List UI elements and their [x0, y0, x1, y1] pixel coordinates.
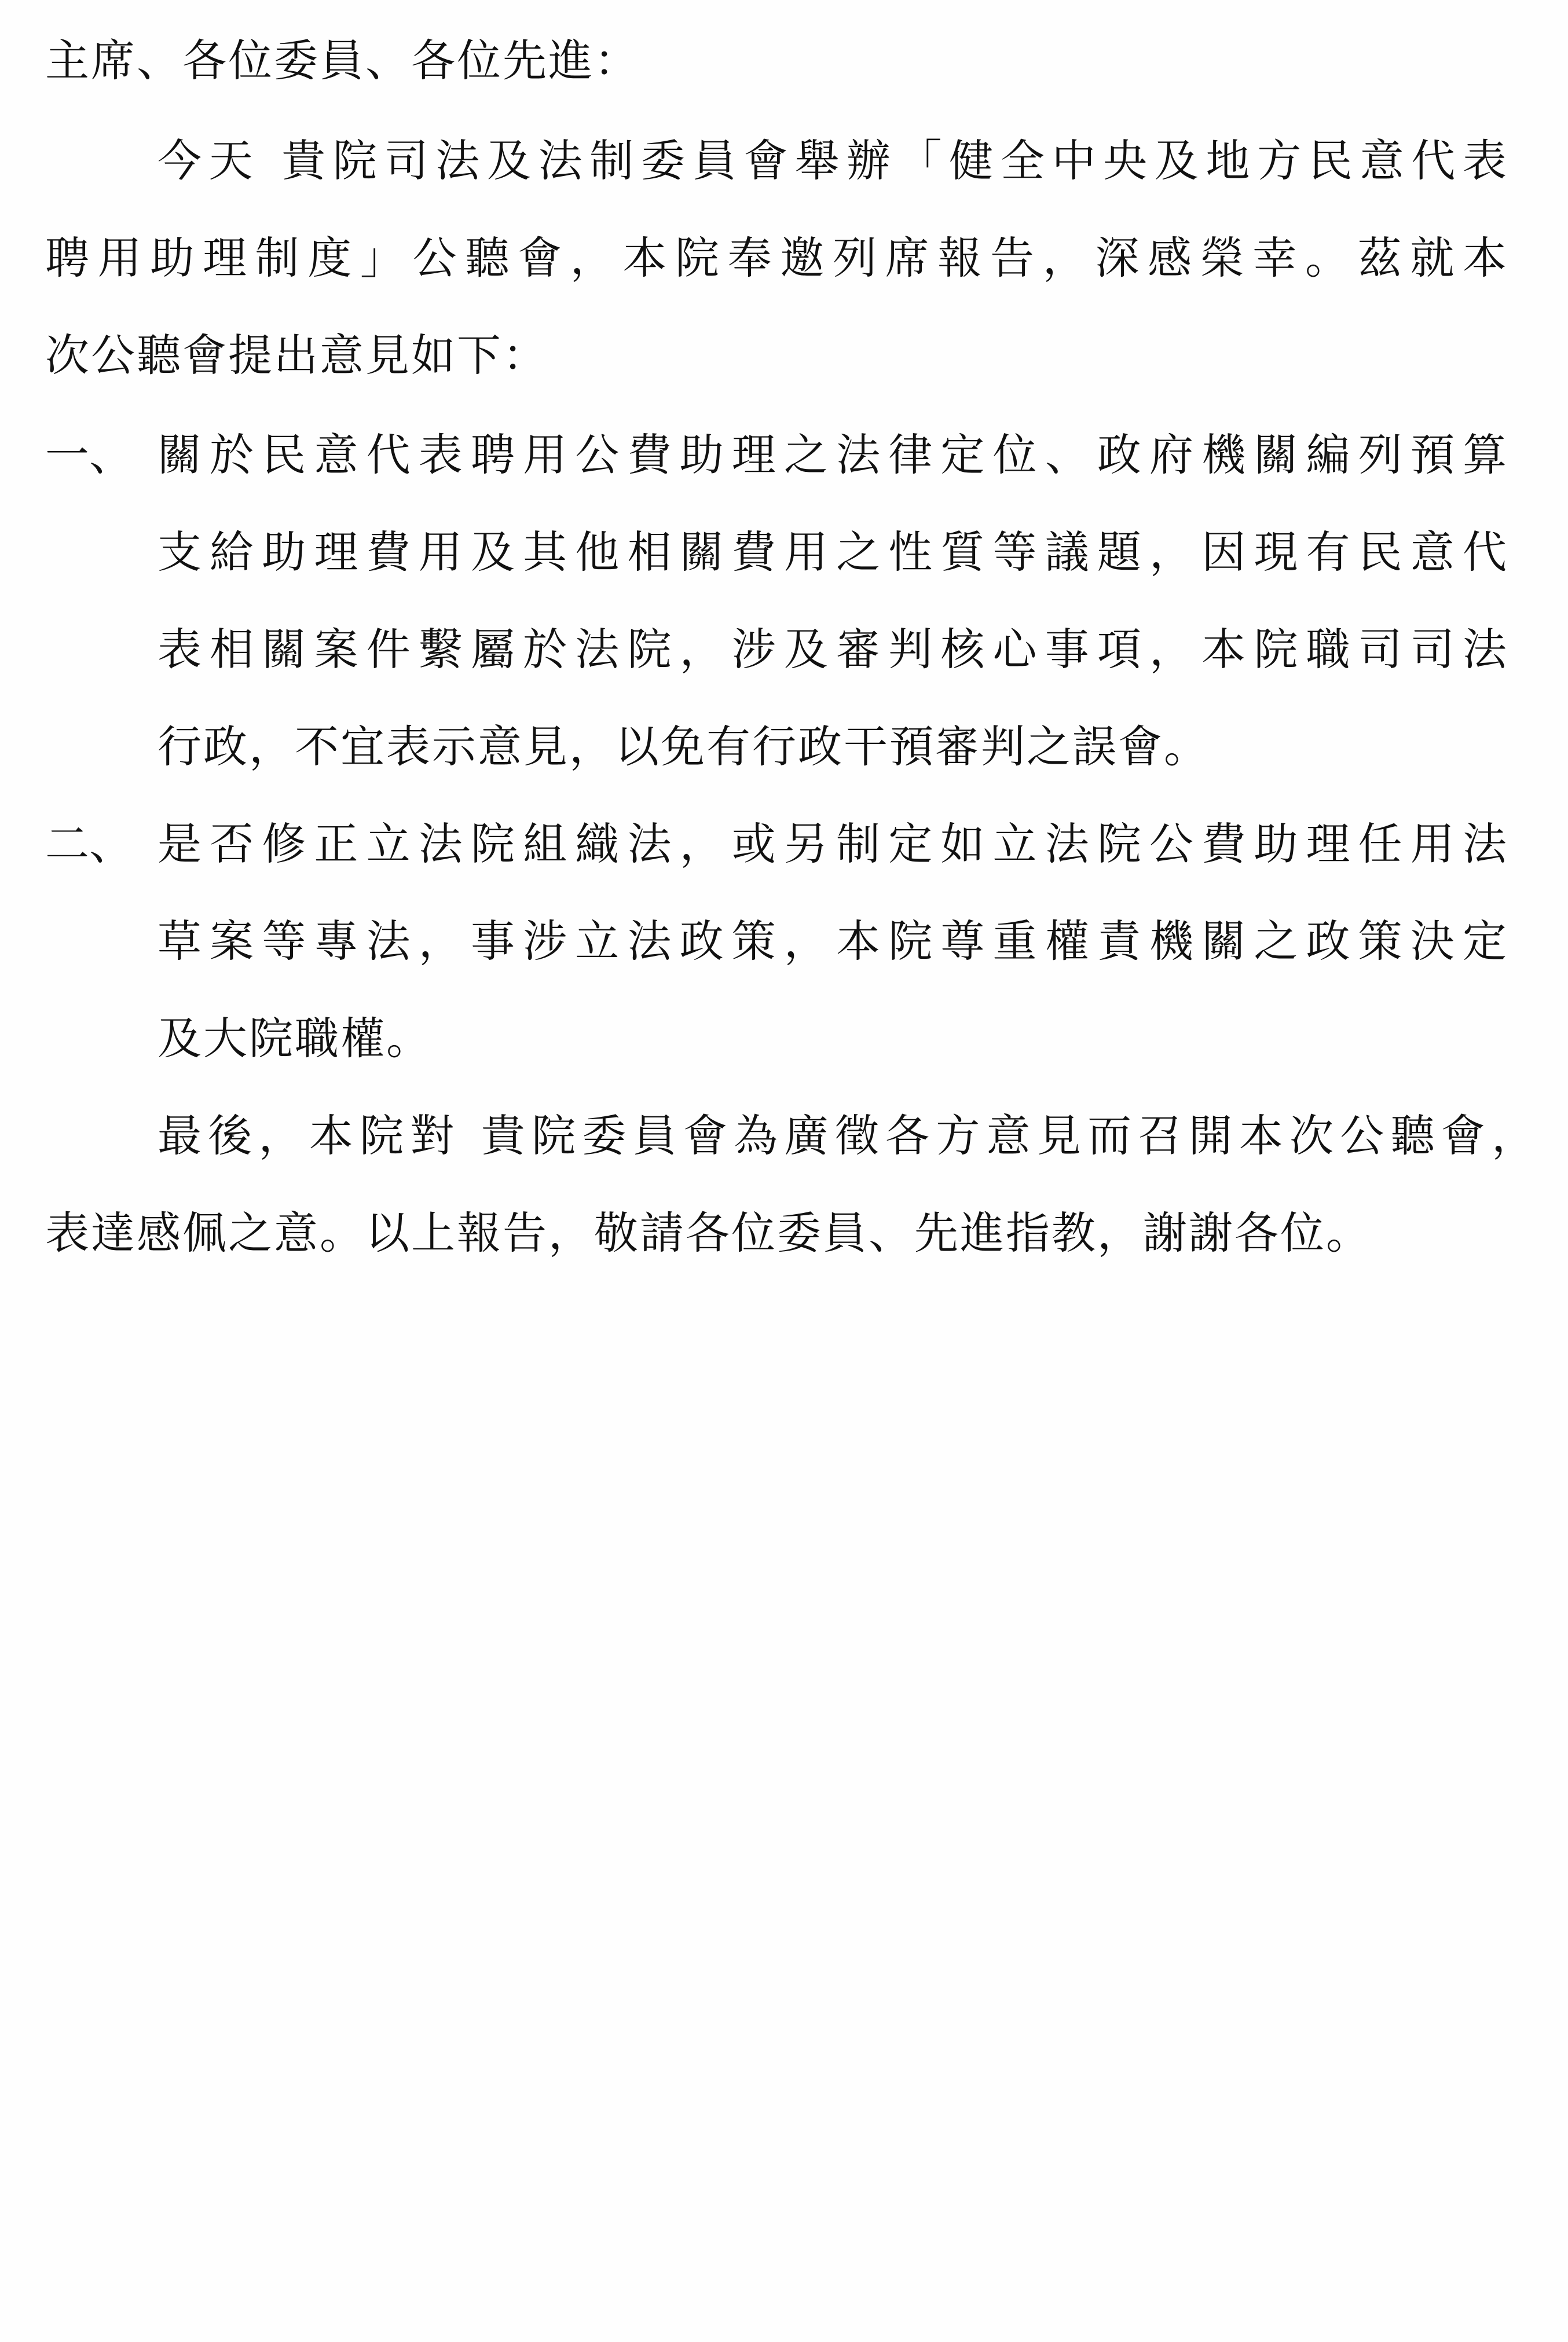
- item-1-line-3: 表相關案件繫屬於法院，涉及審判核心事項，本院職司司法: [157, 624, 1507, 675]
- item-2-line-2: 草案等專法，事涉立法政策，本院尊重權責機關之政策決定: [157, 915, 1507, 967]
- closing-line-1: 最後，本院對 貴院委員會為廣徵各方意見而召開本次公聽會，: [157, 1110, 1536, 1161]
- item-1-line-4: 行政，不宜表示意見，以免有行政干預審判之誤會。: [157, 721, 1210, 772]
- intro-line-2: 聘用助理制度」公聽會，本院奉邀列席報告，深感榮幸。茲就本: [45, 232, 1507, 284]
- salutation: 主席、各位委員、各位先進：: [45, 35, 640, 86]
- item-1-line-2: 支給助理費用及其他相關費用之性質等議題，因現有民意代: [157, 526, 1507, 578]
- intro-line-3: 次公聽會提出意見如下：: [45, 329, 548, 381]
- item-2-marker: 二、: [45, 818, 133, 870]
- item-2-line-3: 及大院職權。: [157, 1013, 432, 1064]
- closing-line-2: 表達感佩之意。以上報告，敬請各位委員、先進指教，謝謝各位。: [45, 1207, 1372, 1259]
- item-1-marker: 一、: [45, 429, 133, 481]
- item-1-line-1: 關於民意代表聘用公費助理之法律定位、政府機關編列預算: [157, 429, 1507, 481]
- item-2-line-1: 是否修正立法院組織法，或另制定如立法院公費助理任用法: [157, 818, 1507, 870]
- intro-line-1: 今天 貴院司法及法制委員會舉辦「健全中央及地方民意代表: [157, 135, 1507, 186]
